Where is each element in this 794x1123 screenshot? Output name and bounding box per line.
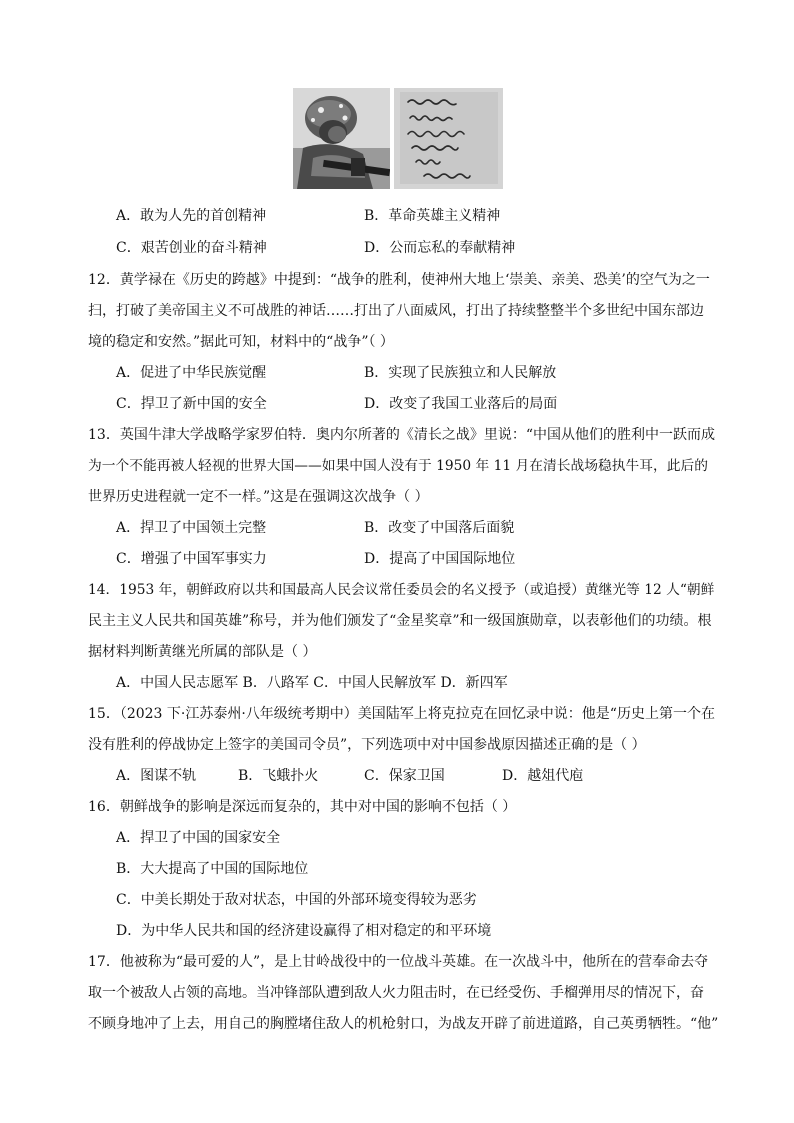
- q16-option-b: B．大大提高了中国的国际地位: [116, 861, 309, 877]
- q11-option-b: B．革命英雄主义精神: [364, 208, 501, 224]
- q13-stem-line-1: 13．英国牛津大学战略学家罗伯特．奥内尔所著的《清长之战》里说：“中国从他们的胜利中一跃而成: [88, 427, 715, 443]
- q14-stem-line-2: 民主主义人民共和国英雄”称号，并为他们颁发了“金星奖章”和一级国旗勋章，以表彰他们的功绩。根: [88, 613, 712, 629]
- q13-option-a: A．捍卫了中国领土完整: [116, 520, 267, 536]
- q11-option-a: A．敢为人先的首创精神: [116, 208, 267, 224]
- q17-stem-line-2: 取一个被敌人占领的高地。当冲锋部队遭到敌人火力阻击时，在已经受伤、手榴弹用尽的情况下，奋: [88, 985, 704, 1001]
- soldier-photo: [293, 88, 390, 189]
- q12-option-b: B．实现了民族独立和人民解放: [364, 365, 557, 381]
- q17-stem-line-3: 不顾身地冲了上去，用自己的胸膛堵住敌人的机枪射口，为战友开辟了前进道路，自己英勇牺牲。“他”: [88, 1016, 719, 1032]
- q12-option-d: D．改变了我国工业落后的局面: [364, 396, 558, 412]
- q16-option-a: A．捍卫了中国的国家安全: [116, 830, 281, 846]
- question-11-images: [293, 88, 503, 189]
- handwritten-letter-image: [394, 88, 503, 189]
- q13-stem-line-3: 世界历史进程就一定不一样。”这是在强调这次战争（ ）: [88, 489, 429, 505]
- q16-option-d: D．为中华人民共和国的经济建设赢得了相对稳定的和平环境: [116, 923, 492, 939]
- soldier-photo-image: [293, 88, 390, 189]
- q12-stem-line-2: 扫，打破了美帝国主义不可战胜的神话……打出了八面威风，打出了持续整整半个多世纪中国东部边: [88, 303, 704, 319]
- q11-option-d: D．公而忘私的奉献精神: [364, 240, 516, 256]
- q16-option-c: C．中美长期处于敌对状态，中国的外部环境变得较为恶劣: [116, 892, 477, 908]
- q11-option-c: C．艰苦创业的奋斗精神: [116, 240, 267, 256]
- q15-option-d: D．越俎代庖: [502, 768, 584, 784]
- q15-stem-line-2: 没有胜利的停战协定上签字的美国司令员”，下列选项中对中国参战原因描述正确的是（ ）: [88, 737, 646, 753]
- q12-option-c: C．捍卫了新中国的安全: [116, 396, 267, 412]
- q13-option-d: D．提高了中国国际地位: [364, 551, 516, 567]
- q13-stem-line-2: 为一个不能再被人轻视的世界大国——如果中国人没有于 1950 年 11 月在清长战场稳执牛耳，此后的: [88, 458, 708, 474]
- q15-stem-line-1: 15．（2023 下·江苏泰州·八年级统考期中）美国陆军上将克拉克在回忆录中说：他是“历史上第一个在: [88, 706, 715, 722]
- q15-option-b: B．飞蛾扑火: [238, 768, 319, 784]
- q14-stem-line-3: 据材料判断黄继光所属的部队是（ ）: [88, 644, 317, 660]
- q13-option-b: B．改变了中国落后面貌: [364, 520, 515, 536]
- q14-stem-line-1: 14．1953 年，朝鲜政府以共和国最高人民会议常任委员会的名义授予（或追授）黄继光等 12 人“朝鲜: [88, 582, 715, 598]
- q12-option-a: A．促进了中华民族觉醒: [116, 365, 267, 381]
- q15-option-a: A．图谋不轨: [116, 768, 197, 784]
- q12-stem-line-3: 境的稳定和安然。”据此可知，材料中的“战争”（ ）: [88, 334, 394, 350]
- q13-option-c: C．增强了中国军事实力: [116, 551, 267, 567]
- q16-stem-line-1: 16．朝鲜战争的影响是深远而复杂的，其中对中国的影响不包括（ ）: [88, 799, 517, 815]
- q17-stem-line-1: 17．他被称为“最可爱的人”，是上甘岭战役中的一位战斗英雄。在一次战斗中，他所在的营奉命去夺: [88, 954, 709, 970]
- q15-option-c: C．保家卫国: [364, 768, 445, 784]
- q12-stem-line-1: 12．黄学禄在《历史的跨越》中提到：“战争的胜利，使神州大地上‘崇美、亲美、恐美’的空气为之一: [88, 272, 710, 288]
- q14-options: A．中国人民志愿军 B．八路军 C．中国人民解放军 D．新四军: [116, 675, 508, 691]
- handwritten-letter-photo: [394, 88, 503, 189]
